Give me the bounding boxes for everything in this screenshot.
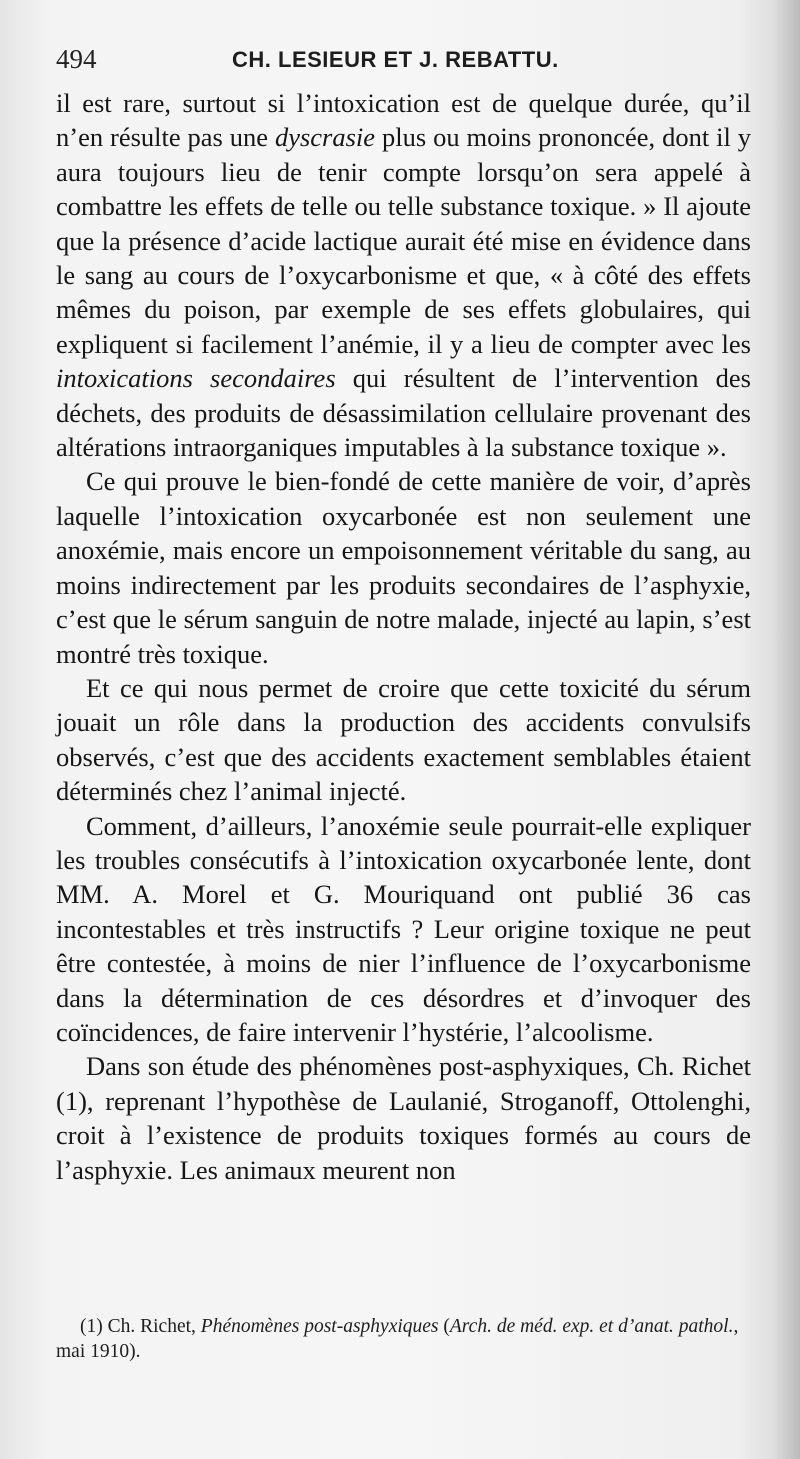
text-segment: ( [438,1316,450,1337]
page-number: 494 [56,44,97,74]
text-segment: Et ce qui nous permet de croire que cette toxicité du sérum jouait un rôle dans la production des accidents convulsifs observés, c’est que des accidents exactement semblables étaient déterminés chez l’animal injecté. [56,672,751,807]
text-segment: , mai 1910). [56,1316,739,1362]
text-segment: (1) Ch. Richet, [80,1316,201,1337]
text-segment: Ce qui prouve le bien-fondé de cette manière de voir, d’après laquelle l’intoxication oxycarbonée est non seulement une anoxémie, mais encore un empoisonnement véritable du sang, au moins indirectement par les produits secondaires de l’asphyxie, c’est que le sérum sanguin de notre malade, injecté au lapin, s’est montré très toxique. [56,466,751,669]
paragraph [56,1049,751,1187]
text-segment: plus ou moins prononcée, dont il y aura toujours lieu de tenir compte lorsqu’on sera appelé à combattre les effets de telle ou telle substance toxique. » Il ajoute que la présence d’acide lactique aurait été mise en évidence dans le sang au cours de l’oxycarbonisme et que, « à côté des effets mêmes du poison, par exemple de ses effets globulaires, qui expliquent si facilement l’anémie, il y a lieu de compter avec les [56,122,751,359]
body-text [56,86,751,1187]
text-segment: qui résultent de l’intervention des déchets, des produits de désassimilation cellulaire provenant des altérations intraorganiques imputables à la substance toxique ». [56,363,751,463]
text-segment: Comment, d’ailleurs, l’anoxémie seule pourrait-elle expliquer les troubles consécutifs à l’intoxication oxycarbonée lente, dont MM. A. Morel et G. Mouriquand ont publié 36 cas incontestables et très instructifs ? Leur origine toxique ne peut être contestée, à moins de nier l’influence de l’oxycarbonisme dans la détermination de ces désordres et d’invoquer des coïncidences, de faire intervenir l’hystérie, l’alcoolisme. [56,810,751,1047]
footnote [56,1314,756,1364]
italic-text: Phénomènes post-asphyxiques [200,1316,439,1337]
paragraph [56,86,751,464]
italic-text: dyscrasie [274,122,376,153]
footnotes [56,1314,756,1364]
page-header [56,44,760,76]
paragraph [56,671,751,809]
text-segment: il est rare, surtout si l’intoxication est de quelque durée, qu’il n’en résulte pas une [56,88,751,153]
paragraph [56,809,751,1050]
running-head: CH. LESIEUR ET J. REBATTU. [232,47,559,72]
text-segment: Dans son étude des phénomènes post-asphyxiques, Ch. Richet (1), reprenant l’hypothèse de Laulanié, Stroganoff, Ottolenghi, croit à l’existence de produits toxiques formés au cours de l’asphyxie. Les animaux meurent non [56,1051,751,1185]
page-edge-shadow [772,0,800,1459]
paragraph [56,464,751,670]
italic-text: intoxications secondaires [56,363,336,394]
italic-text: Arch. de méd. exp. et d’anat. pathol. [449,1316,734,1337]
